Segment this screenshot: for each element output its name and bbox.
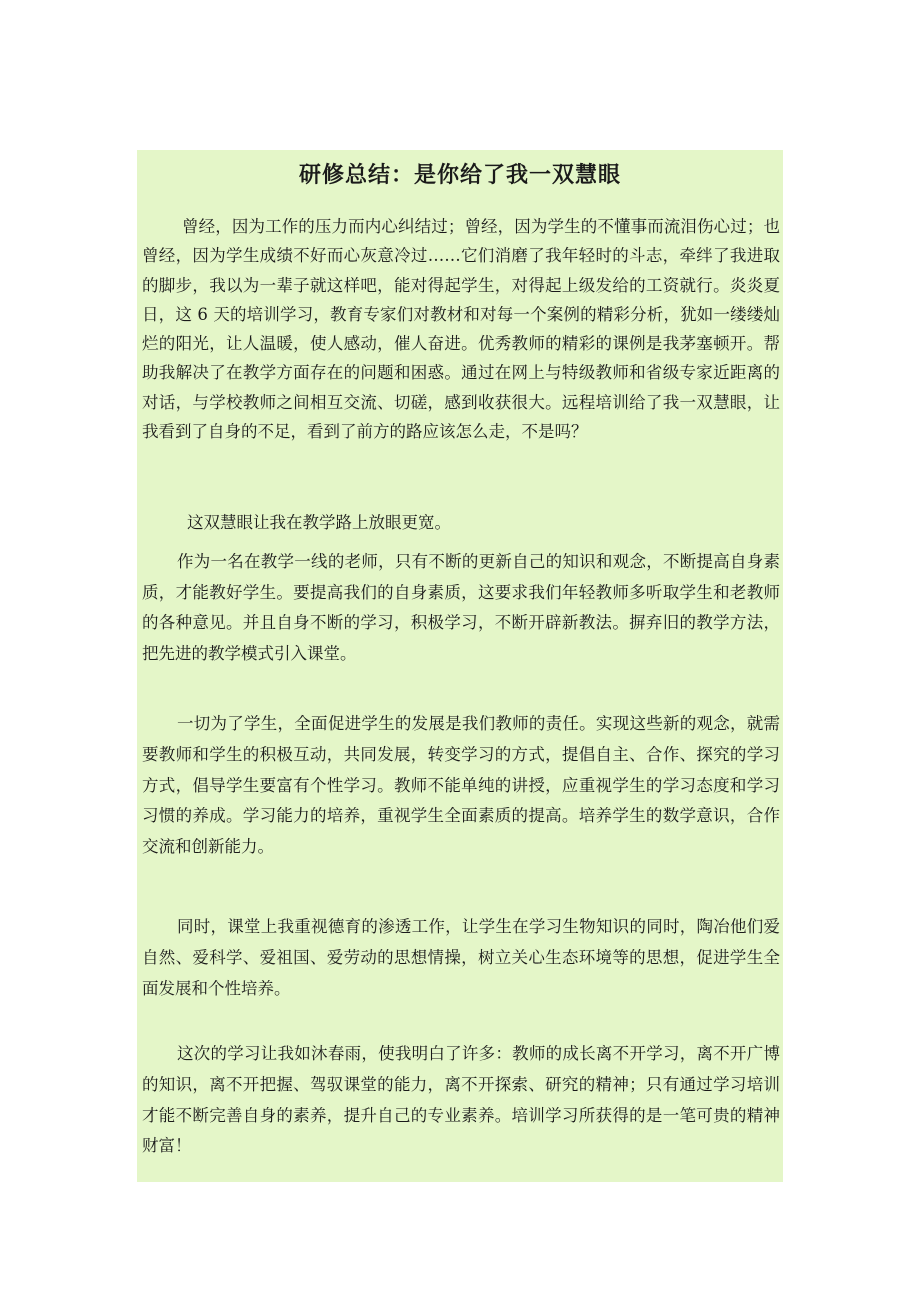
paragraph-3: 作为一名在教学一线的老师，只有不断的更新自己的知识和观念，不断提高自身素质，才能教好学生。要提高我们的自身素质，这要求我们年轻教师多听取学生和老教师的各种意见。并且自身不断的学习，积极学习，不断开辟新教法。摒弃旧的教学方法，把先进的教学模式引入课堂。: [142, 552, 780, 663]
paragraph-6: 这次的学习让我如沐春雨，使我明白了许多：教师的成长离不开学习，离不开广博的知识，离不开把握、驾驭课堂的能力，离不开探索、研究的精神；只有通过学习培训才能不断完善自身的素养，提升自己的专业素养。培训学习所获得的是一笔可贵的精神财富！: [142, 1044, 780, 1156]
paragraph-4: 一切为了学生，全面促进学生的发展是我们教师的责任。实现这些新的观念，就需要教师和学生的积极互动，共同发展，转变学习的方式，提倡自主、合作、探究的学习方式，倡导学生要富有个性学习。教师不能单纯的讲授，应重视学生的学习态度和学习习惯的养成。学习能力的培养，重视学生全面素质的提高。培养学生的数学意识，合作交流和创新能力。: [142, 714, 780, 857]
paragraph-1: 曾经，因为工作的压力而内心纠结过；曾经，因为学生的不懂事而流泪伤心过；也曾经，因为学生成绩不好而心灰意冷过……它们消磨了我年轻时的斗志，牵绊了我进取的脚步，我以为一辈子就这样吧，能对得起学生，对得起上级发给的工资就行。炎炎夏日，这 6 天的培训学习，教育专家们对教材和对每一个案例的精彩分析，犹如一缕缕灿烂的阳光，让人温暖，使人感动，催人奋进。优秀教师的精彩的课例是我茅塞顿开。帮助我解决了在教学方面存在的问题和困惑。通过在网上与特级教师和省级专家近距离的对话，与学校教师之间相互交流、切磋，感到收获很大。远程培训给了我一双慧眼，让我看到了自身的不足，看到了前方的路应该怎么走，不是吗？: [142, 217, 780, 442]
paragraph-2: 这双慧眼让我在教学路上放眼更宽。: [187, 513, 451, 532]
paragraph-5: 同时，课堂上我重视德育的渗透工作，让学生在学习生物知识的同时，陶冶他们爱自然、爱科学、爱祖国、爱劳动的思想情操，树立关心生态环境等的思想，促进学生全面发展和个性培养。: [142, 917, 780, 998]
highlighted-document-block: [137, 150, 783, 1182]
document-title: 研修总结：是你给了我一双慧眼: [298, 162, 621, 188]
